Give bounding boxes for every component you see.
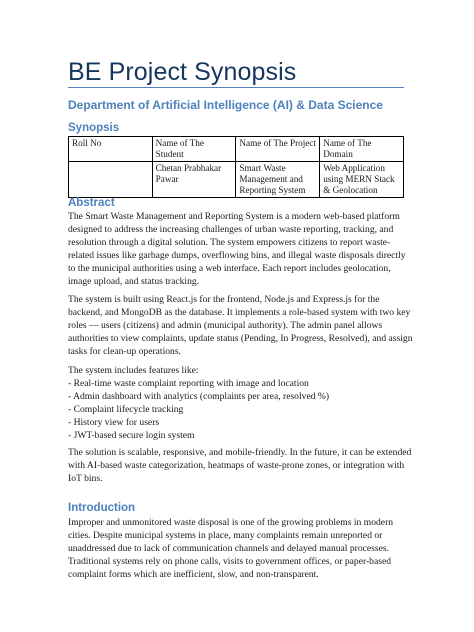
table-cell-domain: Web Application using MERN Stack & Geolocation [320,162,404,198]
table-header-row [69,137,404,162]
table-row [69,162,404,198]
abstract-paragraph-3: The solution is scalable, responsive, and mobile-friendly. In the future, it can be extended with AI-based waste categorization, heatmaps of waste-prone zones, or integration with IoT bins. [68,447,412,484]
synopsis-heading: Synopsis [68,122,120,134]
table-cell-roll-no [69,162,153,198]
features-intro: The system includes features like: [68,365,199,376]
abstract-heading: Abstract [68,197,115,209]
list-item: - Real-time waste complaint reporting with image and location [68,378,309,389]
department-heading: Department of Artificial Intelligence (AI) & Data Science [68,98,383,112]
table-cell-project: Smart Waste Management and Reporting System [236,162,320,198]
table-cell-student: Chetan Prabhakar Pawar [152,162,236,198]
list-item: - JWT-based secure login system [68,430,195,441]
list-item: - Admin dashboard with analytics (complaints per area, resolved %) [68,391,330,402]
abstract-paragraph-1: The Smart Waste Management and Reporting System is a modern web-based platform designed to address the increasing challenges of urban waste reporting, tracking, and resolution through a digital solution. The system empowers citizens to report waste-related issues like garbage dumps, overflowing bins, and illegal waste disposals directly to the municipal authorities using a web interface. Each report includes geolocation, image upload, and status tracking. [68,211,406,287]
list-item: - Complaint lifecycle tracking [68,404,184,415]
introduction-paragraph-1: Improper and unmonitored waste disposal is one of the growing problems in modern cities. Despite municipal systems in place, many complaints remain unreported or unaddressed due to lack of communication channels and delayed manual processes. Traditional systems rely on phone calls, visits to government offices, or paper-based complaint forms which are inefficient, slow, and non-transparent. [68,517,394,580]
introduction-heading: Introduction [68,502,136,514]
table-header-cell: Name of The Domain [320,137,404,162]
table-header-cell: Name of The Student [152,137,236,162]
table-header-cell: Name of The Project [236,137,320,162]
list-item: - History view for users [68,417,160,428]
title-underline [68,87,404,88]
table-header-cell: Roll No [69,137,153,162]
student-info-table [68,136,404,198]
page-title: BE Project Synopsis [68,58,297,86]
features-list [68,377,413,442]
abstract-paragraph-2: The system is built using React.js for the frontend, Node.js and Express.js for the backend, and MongoDB as the database. It implements a role-based system with two key roles — users (citizens) and admin (municipal authority). The admin panel allows authorities to view complaints, update status (Pending, In Progress, Resolved), and assign tasks for clean-up operations. [68,294,413,357]
